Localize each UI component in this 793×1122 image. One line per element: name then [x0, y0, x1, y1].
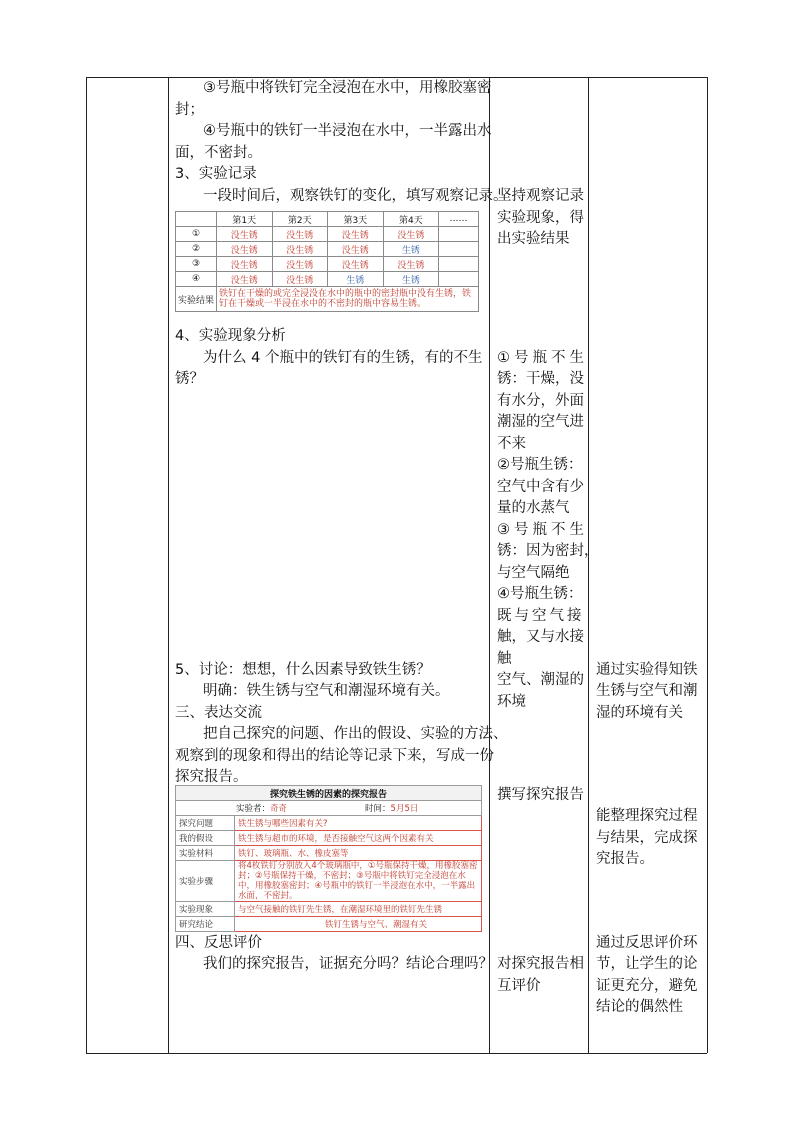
conclusion: 明确：铁生锈与空气和潮湿环境有关。 — [203, 683, 450, 699]
column-divider-2 — [489, 77, 490, 1053]
observation-cell: 没生锈 — [328, 257, 384, 272]
analysis-line: 潮湿的空气进 — [497, 414, 584, 430]
observation-row — [176, 242, 479, 257]
goal1-line-b: 生锈与空气和潮 — [596, 683, 698, 699]
observation-cell — [439, 227, 479, 242]
report-row-value: 铁钉生锈与空气、潮湿有关 — [235, 917, 482, 932]
observation-header: 第1天 — [217, 212, 273, 227]
observe-line-a: 坚持观察记录 — [497, 188, 584, 204]
column-divider-3 — [588, 77, 589, 1053]
result-text: 铁钉在干燥的或完全浸没在水中的瓶中的密封瓶中没有生锈，铁钉在干燥或一半浸在水中的不密封的瓶中容易生锈。 — [217, 287, 479, 312]
report-row-value: 将4枚铁钉分别放入4个玻璃瓶中，①号瓶保持干燥，用橡胶塞密封；②号瓶保持干燥，不密封；③号瓶中将铁钉完全浸泡在水中，用橡胶塞密封；④号瓶中的铁钉一半浸泡在水中，一半露出水面，不密封。 — [235, 861, 482, 902]
goal2-line-b: 与结果，完成探 — [596, 830, 698, 846]
observation-header — [176, 212, 217, 227]
observation-cell: 没生锈 — [272, 272, 328, 287]
analysis-line: 锈：因为密封， — [497, 543, 599, 559]
heading-analysis: 4、实验现象分析 — [175, 328, 286, 344]
time: 5月5日 — [390, 804, 419, 814]
bottle4-line-b: 面，不密封。 — [175, 145, 262, 161]
observation-header: 第2天 — [272, 212, 328, 227]
report-row-label: 实验材料 — [176, 846, 235, 861]
analysis-line: 量的水蒸气 — [497, 500, 570, 516]
bottle-number: ① — [176, 227, 217, 242]
peer-review-line-a: 对探究报告相 — [497, 956, 584, 972]
report-meta — [176, 801, 482, 816]
report-meta-row — [176, 801, 482, 816]
report-row-label: 实验步骤 — [176, 861, 235, 902]
observation-header: 第3天 — [328, 212, 384, 227]
goal2-line-c: 究报告。 — [596, 851, 654, 867]
analysis-question-a: 为什么 4 个瓶中的铁钉有的生锈，有的不生 — [203, 350, 483, 366]
heading-record: 3、实验记录 — [175, 166, 257, 182]
report-row-value: 铁生锈与哪些因素有关? — [235, 816, 482, 831]
discussion: 5、讨论：想想，什么因素导致铁生锈？ — [175, 662, 431, 678]
observation-cell: 没生锈 — [272, 242, 328, 257]
record-instruction: 一段时间后，观察铁钉的变化，填写观察记录。 — [203, 188, 508, 204]
observe-line-b: 实验现象，得 — [497, 210, 584, 226]
reflect-question: 我们的探究报告，证据充分吗？结论合理吗？ — [203, 956, 493, 972]
analysis-line: 不来 — [497, 436, 526, 452]
analysis-line: 触，又与水接 — [497, 629, 584, 645]
goal3-line-d: 结论的偶然性 — [596, 999, 683, 1015]
observation-row — [176, 257, 479, 272]
observation-cell: 没生锈 — [217, 242, 273, 257]
analysis-line: 有水分，外面 — [497, 393, 584, 409]
report-row-value: 铁钉、玻璃瓶、水、橡皮塞等 — [235, 846, 482, 861]
observation-cell: 生锈 — [383, 272, 439, 287]
observe-line-c: 出实验结果 — [497, 231, 570, 247]
goal1-line-a: 通过实验得知铁 — [596, 662, 698, 678]
report-row — [176, 816, 482, 831]
express-line-b: 观察到的现象和得出的结论等记录下来，写成一份 — [175, 748, 494, 764]
observation-cell: 没生锈 — [272, 257, 328, 272]
analysis-line: 锈：干燥，没 — [497, 371, 584, 387]
observation-cell: 没生锈 — [217, 227, 273, 242]
analysis-line: ③号瓶不生 — [497, 522, 588, 538]
table-left-border — [86, 77, 87, 1053]
analysis-line: ②号瓶生锈： — [497, 457, 583, 473]
observation-header: 第4天 — [383, 212, 439, 227]
column-divider-1 — [168, 77, 169, 1053]
time-label: 时间： — [365, 804, 391, 814]
report-row — [176, 917, 482, 932]
report-title: 探究铁生锈的因素的探究报告 — [176, 786, 482, 801]
observation-cell: 没生锈 — [272, 227, 328, 242]
analysis-question-b: 锈？ — [175, 371, 204, 387]
experimenter: 奇奇 — [270, 804, 288, 814]
report-row-label: 研究结论 — [176, 917, 235, 932]
report-row — [176, 861, 482, 902]
heading-reflect: 四、反思评价 — [175, 935, 262, 951]
report-row-label: 探究问题 — [176, 816, 235, 831]
bottle-number: ② — [176, 242, 217, 257]
analysis-line: 触 — [497, 651, 512, 667]
analysis-line: ①号瓶不生 — [497, 350, 588, 366]
report-row — [176, 902, 482, 917]
observation-header: …… — [439, 212, 479, 227]
report-row-label: 我的假设 — [176, 831, 235, 846]
express-line-a: 把自己探究的问题、作出的假设、实验的方法、 — [203, 726, 508, 742]
observation-cell: 没生锈 — [217, 257, 273, 272]
peer-review-line-b: 互评价 — [497, 978, 541, 994]
bottle-number: ③ — [176, 257, 217, 272]
report-row-label: 实验现象 — [176, 902, 235, 917]
observation-cell: 没生锈 — [328, 227, 384, 242]
bottle3-line-b: 封； — [175, 102, 204, 118]
observation-cell: 生锈 — [383, 242, 439, 257]
goal3-line-a: 通过反思评价环 — [596, 935, 698, 951]
observation-cell: 没生锈 — [383, 257, 439, 272]
table-bottom-border — [86, 1053, 707, 1054]
express-line-c: 探究报告。 — [175, 769, 248, 785]
observation-result-row — [176, 287, 479, 312]
experimenter-label: 实验者： — [236, 804, 271, 814]
bottle-number: ④ — [176, 272, 217, 287]
analysis-line: 空气中含有少 — [497, 479, 584, 495]
goal3-line-c: 证更充分，避免 — [596, 978, 698, 994]
analysis-line: 既与空气接 — [497, 608, 585, 624]
analysis-line: ④号瓶生锈： — [497, 586, 583, 602]
observation-cell: 没生锈 — [383, 227, 439, 242]
result-label: 实验结果 — [176, 287, 217, 312]
report-table — [175, 785, 482, 932]
report-row-value: 铁生锈与超市的环境，是否接触空气这两个因素有关 — [235, 831, 482, 846]
heading-express: 三、表达交流 — [175, 705, 262, 721]
report-row-value: 与空气接触的铁钉先生锈，在潮湿环境里的铁钉先生锈 — [235, 902, 482, 917]
observation-cell: 没生锈 — [328, 242, 384, 257]
report-row — [176, 846, 482, 861]
report-row — [176, 831, 482, 846]
observation-cell — [439, 272, 479, 287]
observation-cell — [439, 257, 479, 272]
bottle3-line-a: ③号瓶中将铁钉完全浸泡在水中，用橡胶塞密 — [203, 80, 492, 96]
goal1-line-c: 湿的环境有关 — [596, 705, 683, 721]
write-report: 撰写探究报告 — [497, 787, 584, 803]
table-right-border — [707, 77, 708, 1053]
observation-header-row — [176, 212, 479, 227]
goal3-line-b: 节，让学生的论 — [596, 956, 698, 972]
observation-cell: 没生锈 — [217, 272, 273, 287]
report-title-row — [176, 786, 482, 801]
observation-cell — [439, 242, 479, 257]
observation-row — [176, 227, 479, 242]
observation-table — [175, 211, 479, 312]
environment-line-a: 空气、潮湿的 — [497, 672, 584, 688]
bottle4-line-a: ④号瓶中的铁钉一半浸泡在水中，一半露出水 — [203, 123, 492, 139]
observation-cell: 生锈 — [328, 272, 384, 287]
analysis-line: 与空气隔绝 — [497, 565, 570, 581]
observation-row — [176, 272, 479, 287]
environment-line-b: 环境 — [497, 694, 526, 710]
goal2-line-a: 能整理探究过程 — [596, 808, 698, 824]
